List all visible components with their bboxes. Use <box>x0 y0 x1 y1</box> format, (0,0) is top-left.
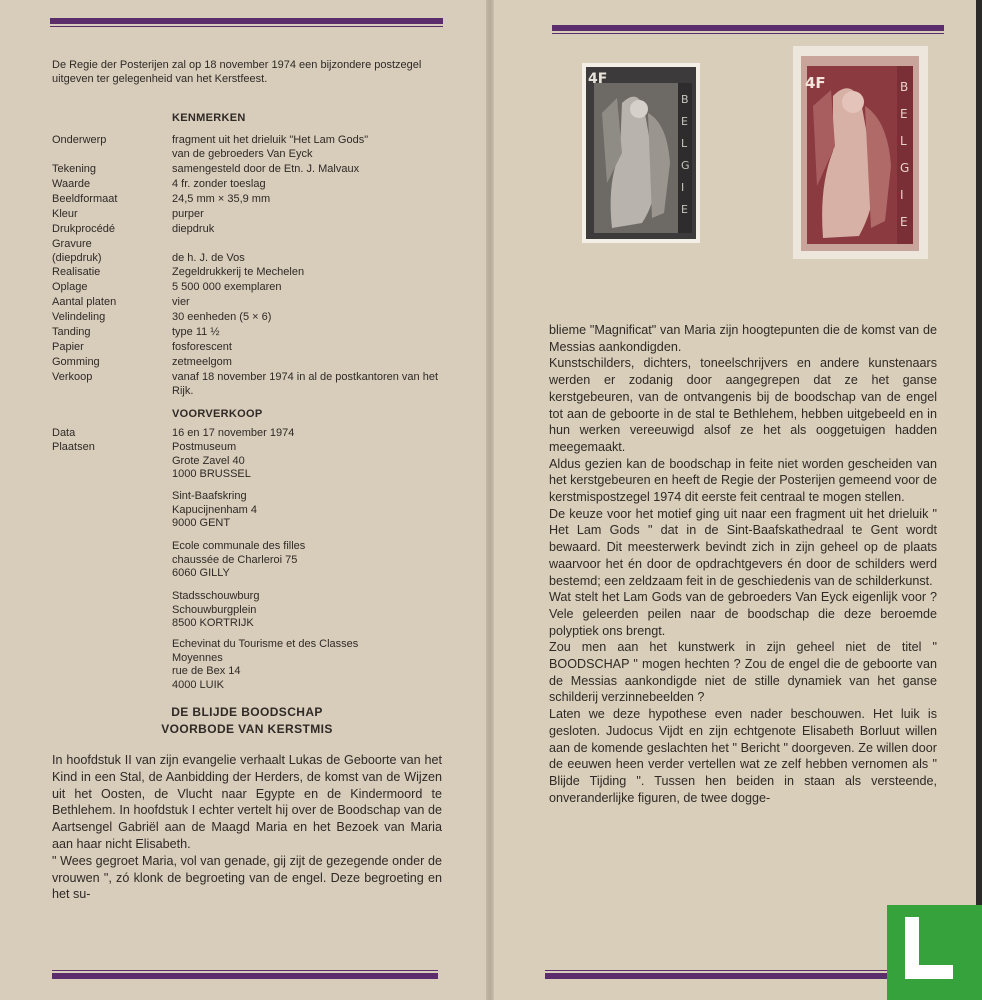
body-right-paragraph: Laten we deze hypothese even nader beschouwen. Het luik is gesloten. Judocus Vijdt en zijn echtgenote Elisabeth Borluut willen aan de komende geslachten het " Bericht " doorgeven. Ze willen door de eeuwen heen verder vertellen wat ze zelf hebben vernomen als " Blijde Tijding ". Tussen hen beiden in staan als versteende, onveranderlijke figuren, de twee dogge- <box>549 707 937 805</box>
spec-key: Velindeling <box>52 311 106 323</box>
spec-value: 5 500 000 exemplaren <box>172 281 282 293</box>
spec-key: Beeldformaat <box>52 193 118 205</box>
sale-location-line: Grote Zavel 40 <box>172 454 245 467</box>
spec-key: Tanding <box>52 326 91 338</box>
sale-location-line: Stadsschouwburg <box>172 590 260 602</box>
svg-text:E: E <box>681 203 688 216</box>
sale-location-line: Kapucijnenham 4 <box>172 503 258 516</box>
top-bar-right <box>552 25 944 35</box>
top-bar-left <box>50 18 443 28</box>
sale-location-line: Ecole communale des filles <box>172 540 306 552</box>
svg-text:E: E <box>681 115 688 128</box>
sale-location-line: Sint-Baafskring <box>172 490 247 502</box>
voorverkoop-heading: VOORVERKOOP <box>172 408 263 420</box>
sale-location-line: Echevinat du Tourisme et des Classes <box>172 638 359 650</box>
sale-location-line: Moyennes <box>172 651 223 664</box>
spec-key: Gomming <box>52 356 100 368</box>
intro-paragraph: De Regie der Posterijen zal op 18 november 1974 een bijzondere postzegel uitgeven ter gelegenheid van het Kerstfeest. <box>52 59 422 85</box>
spec-value: vanaf 18 november 1974 in al de postkantoren van het Rijk. <box>172 371 439 397</box>
body-right-paragraph: Kunstschilders, dichters, toneelschrijvers en andere kunstenaars werden er zodanig door aangegrepen dat ze het ganse kerstgebeuren, van de ontvangenis bij de boodschap van de engel tot aan de geboorte in de stal te Bethlehem, hebben uitgebeeld en in hun werken vereeuwigd alsof ze het als ooggetuigen hadden meegemaakt. <box>549 356 937 454</box>
data-value: 16 en 17 november 1974 <box>172 427 295 439</box>
spec-value: 30 eenheden (5 × 6) <box>172 311 272 323</box>
spec-value: diepdruk <box>172 223 215 235</box>
spec-value: de h. J. de Vos <box>172 252 245 264</box>
spec-value: purper <box>172 208 204 220</box>
svg-text:L: L <box>681 137 688 150</box>
stamp-proof-image <box>582 63 700 243</box>
sale-location-line: chaussée de Charleroi 75 <box>172 553 298 566</box>
sale-location <box>172 540 452 581</box>
spec-value: samengesteld door de Etn. J. Malvaux <box>172 163 360 175</box>
body-right-paragraph: blieme "Magnificat" van Maria zijn hoogtepunten die de komst van de Messias aankondigden. <box>549 323 937 354</box>
body-right-paragraph: De keuze voor het motief ging uit naar een fragment uit het drieluik " Het Lam Gods " dat in de Sint-Baafskathedraal te Gent wordt bewaard. Dit meesterwerk bevindt zich in zijn geheel op de plaats waarvoor het én door de opdrachtgevers én door de schilders werd bestemd; een zeldzaam feit in de geschiedenis van de schilderkunst. <box>549 506 937 588</box>
bottom-bar-right <box>545 970 890 980</box>
spec-key: Papier <box>52 341 84 353</box>
svg-text:G: G <box>681 159 690 172</box>
spec-key: Tekening <box>52 163 97 175</box>
svg-text:E: E <box>900 215 908 229</box>
svg-text:I: I <box>900 188 904 202</box>
sale-location-line: rue de Bex 14 <box>172 665 241 677</box>
watermark-logo <box>887 905 982 1000</box>
body-right-paragraph: Wat stelt het Lam Gods van de gebroeders Van Eyck eigenlijk voor ? Vele geleerden peilen naar de boodschap die deze beroemde polyptiek ons brengt. <box>549 590 937 638</box>
svg-text:B: B <box>900 80 909 94</box>
data-key: Data <box>52 427 76 439</box>
svg-text:4F: 4F <box>588 71 608 87</box>
sale-location-line: 4000 LUIK <box>172 678 224 691</box>
sale-location-line: 8500 KORTRIJK <box>172 617 254 629</box>
body-left-paragraph: " Wees gegroet Maria, vol van genade, gij zijt de gezegende onder de vrouwen ", zó klonk de begroeting van de engel. Deze begroeting en het su- <box>52 853 442 902</box>
body-text-right <box>549 322 937 806</box>
svg-text:I: I <box>681 181 685 194</box>
svg-text:L: L <box>900 134 907 148</box>
spec-key: Oplage <box>52 281 88 293</box>
spec-value: 4 fr. zonder toeslag <box>172 178 266 190</box>
body-text-left <box>52 752 442 903</box>
spec-value: vier <box>172 296 190 308</box>
sale-location-line: 1000 BRUSSEL <box>172 468 251 480</box>
body-right-paragraph: Aldus gezien kan de boodschap in feite niet worden gescheiden van het kerstgebeuren en heeft de Regie der Posterijen gemeend voor de kerstmispostzegel 1974 dit eerste feit centraal te mogen stellen. <box>549 456 937 505</box>
sale-location-line: 9000 GENT <box>172 517 231 529</box>
spec-value: fosforescent <box>172 341 232 353</box>
body-right-paragraph: Zou men aan het kunstwerk in zijn geheel niet de titel " BOODSCHAP " mogen hechten ? Zou de engel die de geboorte van de Messias aankondigde niet de stille dynamiek van het ganse schilderij verzinnebeelden ? <box>549 640 937 705</box>
sale-location-line: Postmuseum <box>172 441 237 453</box>
svg-text:B: B <box>681 93 689 106</box>
body-left-paragraph: In hoofdstuk II van zijn evangelie verhaalt Lukas de Geboorte van het Kind in een Stal, de Aanbidding der Herders, de komst van de Wijzen uit het Oosten, de Vlucht naar Egypte en de Kindermoord te Bethlehem. In hoofdstuk I echter vertelt hij over de Boodschap van de Aartsengel Gabriël aan de Maagd Maria en het Bezoek van Maria aan haar nicht Elisabeth. <box>52 753 442 851</box>
sale-location <box>172 638 452 692</box>
title-line-1: DE BLIJDE BOODSCHAP <box>171 705 323 719</box>
sale-location-line: 6060 GILLY <box>172 567 230 579</box>
spec-value: 24,5 mm × 35,9 mm <box>172 193 271 205</box>
spec-value: Zegeldrukkerij te Mechelen <box>172 266 305 278</box>
spec-key: Onderwerp <box>52 134 107 146</box>
spec-key: Verkoop <box>52 371 93 383</box>
svg-text:4F: 4F <box>805 74 826 92</box>
spec-key: Waarde <box>52 178 91 190</box>
spec-key: Realisatie <box>52 266 101 278</box>
spec-value: type 11 ½ <box>172 326 220 338</box>
kenmerken-heading: KENMERKEN <box>172 112 246 124</box>
spec-value: zetmeelgom <box>172 356 232 368</box>
spec-key: Aantal platen <box>52 296 117 308</box>
svg-text:G: G <box>900 161 910 175</box>
places-key: Plaatsen <box>52 441 95 453</box>
article-title <box>52 704 442 738</box>
sale-location <box>172 590 452 631</box>
scan-right-edge <box>976 0 982 1000</box>
spec-key: Gravure (diepdruk) <box>52 238 102 264</box>
sale-location-line: Schouwburgplein <box>172 603 257 616</box>
fold-line <box>486 0 494 1000</box>
spec-value: fragment uit het drieluik "Het Lam Gods" van de gebroeders Van Eyck <box>172 134 369 160</box>
stamp-purple-image <box>793 46 928 259</box>
svg-text:E: E <box>900 107 908 121</box>
bottom-bar-left <box>52 970 438 980</box>
title-line-2: VOORBODE VAN KERSTMIS <box>161 722 333 736</box>
sale-location <box>172 490 452 531</box>
spec-key: Drukprocédé <box>52 223 115 235</box>
sale-location <box>172 441 452 482</box>
spec-key: Kleur <box>52 208 78 220</box>
logo-mark <box>905 965 953 979</box>
